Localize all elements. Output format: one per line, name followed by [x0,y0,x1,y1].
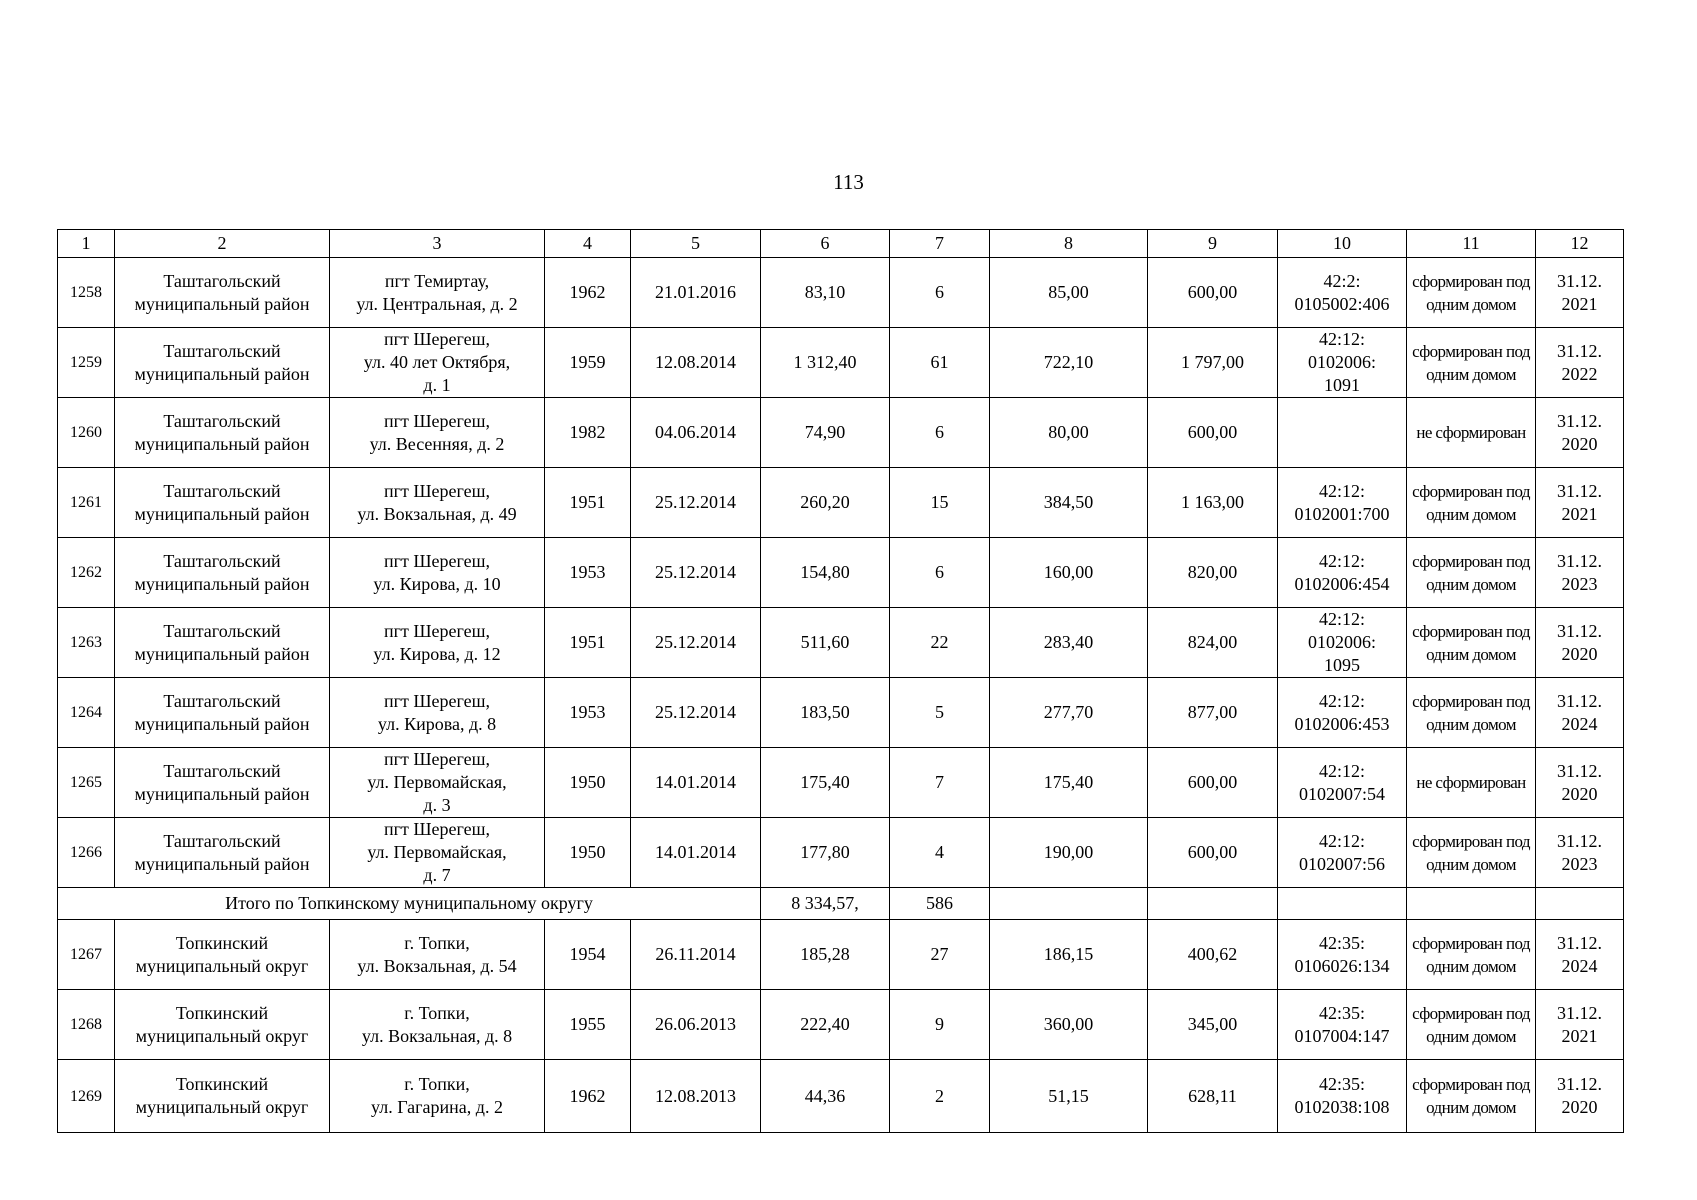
deadline-cell: 31.12. 2024 [1536,678,1624,748]
row-number: 1262 [58,538,115,608]
year-cell: 1950 [545,818,631,888]
subtotal-row [58,888,1624,920]
date-cell: 21.01.2016 [631,258,761,328]
subtotal-residents: 586 [890,888,990,920]
residents-cell: 6 [890,398,990,468]
empty-cell [1407,888,1536,920]
cadastral-number-cell: 42:12: 0102006: 1091 [1278,328,1407,398]
date-cell: 14.01.2014 [631,818,761,888]
value-cell: 600,00 [1148,818,1278,888]
area-cell: 183,50 [761,678,890,748]
land-area-cell: 384,50 [990,468,1148,538]
value-cell: 824,00 [1148,608,1278,678]
date-cell: 25.12.2014 [631,608,761,678]
residents-cell: 6 [890,258,990,328]
column-header: 4 [545,230,631,258]
residents-cell: 61 [890,328,990,398]
district-cell: Таштагольский муниципальный район [115,538,330,608]
row-number: 1259 [58,328,115,398]
cadastral-number-cell: 42:12: 0102007:56 [1278,818,1407,888]
deadline-cell: 31.12. 2022 [1536,328,1624,398]
date-cell: 25.12.2014 [631,678,761,748]
table-row [58,818,1624,888]
plot-status-cell: сформирован под одним домом [1407,608,1536,678]
row-number: 1263 [58,608,115,678]
column-header: 7 [890,230,990,258]
area-cell: 260,20 [761,468,890,538]
table-row [58,990,1624,1060]
row-number: 1264 [58,678,115,748]
deadline-cell: 31.12. 2020 [1536,398,1624,468]
empty-cell [1536,888,1624,920]
value-cell: 1 797,00 [1148,328,1278,398]
empty-cell [1148,888,1278,920]
address-cell: пгт Шерегеш, ул. Весенняя, д. 2 [330,398,545,468]
deadline-cell: 31.12. 2023 [1536,538,1624,608]
value-cell: 877,00 [1148,678,1278,748]
table-body [58,258,1624,1133]
value-cell: 1 163,00 [1148,468,1278,538]
land-area-cell: 51,15 [990,1060,1148,1133]
residents-cell: 2 [890,1060,990,1133]
land-area-cell: 722,10 [990,328,1148,398]
empty-cell [990,888,1148,920]
plot-status-cell: сформирован под одним домом [1407,920,1536,990]
row-number: 1265 [58,748,115,818]
year-cell: 1953 [545,538,631,608]
cadastral-number-cell: 42:35: 0106026:134 [1278,920,1407,990]
area-cell: 511,60 [761,608,890,678]
land-area-cell: 283,40 [990,608,1148,678]
value-cell: 345,00 [1148,990,1278,1060]
residents-cell: 27 [890,920,990,990]
residents-cell: 6 [890,538,990,608]
land-area-cell: 277,70 [990,678,1148,748]
deadline-cell: 31.12. 2020 [1536,748,1624,818]
column-header: 5 [631,230,761,258]
address-cell: пгт Шерегеш, ул. Первомайская, д. 3 [330,748,545,818]
land-area-cell: 190,00 [990,818,1148,888]
cadastral-number-cell: 42:35: 0102038:108 [1278,1060,1407,1133]
deadline-cell: 31.12. 2021 [1536,990,1624,1060]
address-cell: г. Топки, ул. Вокзальная, д. 8 [330,990,545,1060]
address-cell: пгт Шерегеш, ул. 40 лет Октября, д. 1 [330,328,545,398]
land-area-cell: 360,00 [990,990,1148,1060]
address-cell: пгт Шерегеш, ул. Вокзальная, д. 49 [330,468,545,538]
column-header: 9 [1148,230,1278,258]
address-cell: пгт Шерегеш, ул. Кирова, д. 10 [330,538,545,608]
area-cell: 1 312,40 [761,328,890,398]
residents-cell: 9 [890,990,990,1060]
table-row [58,258,1624,328]
value-cell: 400,62 [1148,920,1278,990]
year-cell: 1962 [545,1060,631,1133]
column-header: 8 [990,230,1148,258]
deadline-cell: 31.12. 2023 [1536,818,1624,888]
table-row [58,538,1624,608]
area-cell: 175,40 [761,748,890,818]
table-row [58,328,1624,398]
value-cell: 600,00 [1148,398,1278,468]
cadastral-number-cell [1278,398,1407,468]
district-cell: Топкинский муниципальный округ [115,920,330,990]
plot-status-cell: сформирован под одним домом [1407,258,1536,328]
column-header: 10 [1278,230,1407,258]
row-number: 1261 [58,468,115,538]
column-number-row [58,230,1624,258]
address-cell: г. Топки, ул. Гагарина, д. 2 [330,1060,545,1133]
area-cell: 222,40 [761,990,890,1060]
row-number: 1268 [58,990,115,1060]
year-cell: 1953 [545,678,631,748]
table-row [58,468,1624,538]
cadastral-number-cell: 42:12: 0102001:700 [1278,468,1407,538]
row-number: 1266 [58,818,115,888]
column-header: 2 [115,230,330,258]
table-row [58,398,1624,468]
residents-cell: 5 [890,678,990,748]
address-cell: пгт Шерегеш, ул. Кирова, д. 8 [330,678,545,748]
year-cell: 1962 [545,258,631,328]
subtotal-area: 8 334,57, [761,888,890,920]
table-row [58,678,1624,748]
cadastral-number-cell: 42:2: 0105002:406 [1278,258,1407,328]
date-cell: 12.08.2013 [631,1060,761,1133]
year-cell: 1951 [545,468,631,538]
address-cell: пгт Темиртау, ул. Центральная, д. 2 [330,258,545,328]
area-cell: 177,80 [761,818,890,888]
area-cell: 185,28 [761,920,890,990]
date-cell: 14.01.2014 [631,748,761,818]
area-cell: 83,10 [761,258,890,328]
district-cell: Таштагольский муниципальный район [115,398,330,468]
year-cell: 1950 [545,748,631,818]
land-area-cell: 160,00 [990,538,1148,608]
column-header: 12 [1536,230,1624,258]
deadline-cell: 31.12. 2024 [1536,920,1624,990]
district-cell: Таштагольский муниципальный район [115,468,330,538]
column-header: 6 [761,230,890,258]
table-row [58,1060,1624,1133]
date-cell: 26.11.2014 [631,920,761,990]
district-cell: Таштагольский муниципальный район [115,328,330,398]
date-cell: 26.06.2013 [631,990,761,1060]
subtotal-label: Итого по Топкинскому муниципальному округу [58,888,761,920]
district-cell: Таштагольский муниципальный район [115,608,330,678]
plot-status-cell: сформирован под одним домом [1407,1060,1536,1133]
row-number: 1267 [58,920,115,990]
area-cell: 44,36 [761,1060,890,1133]
address-cell: пгт Шерегеш, ул. Кирова, д. 12 [330,608,545,678]
plot-status-cell: сформирован под одним домом [1407,538,1536,608]
page-number: 113 [833,170,864,194]
value-cell: 600,00 [1148,748,1278,818]
housing-register-table [57,229,1624,1133]
table-row [58,920,1624,990]
year-cell: 1959 [545,328,631,398]
year-cell: 1982 [545,398,631,468]
district-cell: Таштагольский муниципальный район [115,678,330,748]
land-area-cell: 175,40 [990,748,1148,818]
deadline-cell: 31.12. 2020 [1536,608,1624,678]
table-row [58,748,1624,818]
year-cell: 1955 [545,990,631,1060]
row-number: 1260 [58,398,115,468]
column-header: 1 [58,230,115,258]
residents-cell: 15 [890,468,990,538]
plot-status-cell: сформирован под одним домом [1407,990,1536,1060]
cadastral-number-cell: 42:12: 0102006:453 [1278,678,1407,748]
area-cell: 74,90 [761,398,890,468]
date-cell: 12.08.2014 [631,328,761,398]
residents-cell: 4 [890,818,990,888]
date-cell: 25.12.2014 [631,538,761,608]
land-area-cell: 85,00 [990,258,1148,328]
plot-status-cell: не сформирован [1407,748,1536,818]
cadastral-number-cell: 42:12: 0102007:54 [1278,748,1407,818]
residents-cell: 22 [890,608,990,678]
value-cell: 820,00 [1148,538,1278,608]
plot-status-cell: не сформирован [1407,398,1536,468]
district-cell: Топкинский муниципальный округ [115,1060,330,1133]
plot-status-cell: сформирован под одним домом [1407,468,1536,538]
cadastral-number-cell: 42:35: 0107004:147 [1278,990,1407,1060]
address-cell: пгт Шерегеш, ул. Первомайская, д. 7 [330,818,545,888]
date-cell: 25.12.2014 [631,468,761,538]
empty-cell [1278,888,1407,920]
district-cell: Таштагольский муниципальный район [115,748,330,818]
plot-status-cell: сформирован под одним домом [1407,678,1536,748]
district-cell: Таштагольский муниципальный район [115,818,330,888]
residents-cell: 7 [890,748,990,818]
district-cell: Топкинский муниципальный округ [115,990,330,1060]
table-row [58,608,1624,678]
land-area-cell: 80,00 [990,398,1148,468]
date-cell: 04.06.2014 [631,398,761,468]
district-cell: Таштагольский муниципальный район [115,258,330,328]
deadline-cell: 31.12. 2020 [1536,1060,1624,1133]
row-number: 1269 [58,1060,115,1133]
year-cell: 1951 [545,608,631,678]
year-cell: 1954 [545,920,631,990]
address-cell: г. Топки, ул. Вокзальная, д. 54 [330,920,545,990]
deadline-cell: 31.12. 2021 [1536,468,1624,538]
cadastral-number-cell: 42:12: 0102006:454 [1278,538,1407,608]
plot-status-cell: сформирован под одним домом [1407,818,1536,888]
column-header: 3 [330,230,545,258]
table-header [58,230,1624,258]
land-area-cell: 186,15 [990,920,1148,990]
area-cell: 154,80 [761,538,890,608]
column-header: 11 [1407,230,1536,258]
plot-status-cell: сформирован под одним домом [1407,328,1536,398]
row-number: 1258 [58,258,115,328]
value-cell: 600,00 [1148,258,1278,328]
value-cell: 628,11 [1148,1060,1278,1133]
cadastral-number-cell: 42:12: 0102006: 1095 [1278,608,1407,678]
deadline-cell: 31.12. 2021 [1536,258,1624,328]
